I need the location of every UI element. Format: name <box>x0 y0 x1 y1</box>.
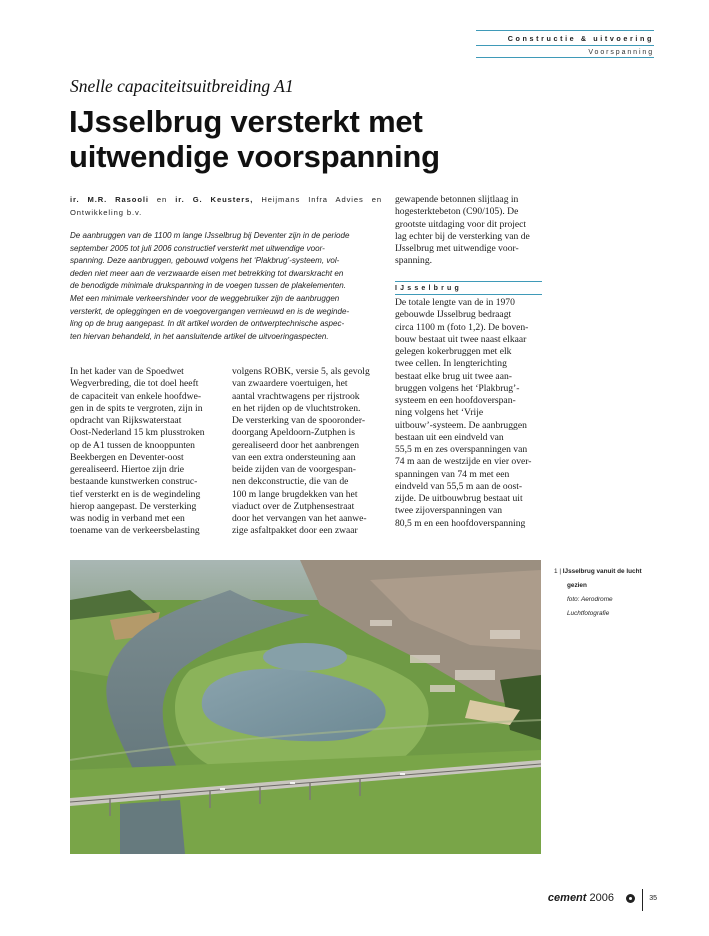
body-line: op de A1 tussen de knooppunten <box>70 439 195 451</box>
body-line: gewapende betonnen slijtlaag in <box>395 194 519 205</box>
photo-credit: Luchtfotografie <box>567 610 610 617</box>
article-kicker: Snelle capaciteitsuitbreiding A1 <box>70 76 294 96</box>
body-line: bestaat elke brug uit twee aan- <box>395 370 512 382</box>
body-line: volgens ROBK, versie 5, als gevolg <box>232 366 370 377</box>
body-line: hogesterktebeton (C90/105). De <box>395 206 519 218</box>
running-head-subsection: Voorspanning <box>588 49 654 56</box>
body-line: bestaande kunstwerken construc- <box>70 476 198 488</box>
body-line: gelegen kokerbruggen met elk <box>395 346 512 357</box>
caption-number: 1 | <box>554 568 563 575</box>
body-line: gen in de spits te vergroten, zijn in <box>70 402 203 414</box>
intro-line: september 2005 tot juli 2006 constructief versterkt met uitwendige voor- <box>70 243 325 253</box>
body-line: gerealiseerd. Hiertoe zijn drie <box>70 464 185 475</box>
body-line: bouw bestaat uit twee naast elkaar <box>395 333 527 345</box>
body-line: bestaan uit een eindveld van <box>395 431 504 443</box>
caption-title-continued: gezien <box>567 582 587 589</box>
byline <box>70 194 382 219</box>
footer-divider <box>642 889 643 911</box>
running-head <box>476 30 654 58</box>
intro-line: ten hiervan behandeld, in het aansluitende artikel de uitvoeringaspecten. <box>70 331 329 341</box>
body-line: Oost-Nederland 15 km plusstroken <box>70 427 205 439</box>
body-line: van zwaardere voertuigen, het <box>232 378 348 390</box>
journal-name <box>548 892 614 904</box>
intro-line: De aanbruggen van de 1100 m lange IJsselbrug bij Deventer zijn in de periode <box>70 231 350 240</box>
body-line: spanningen van 74 m met een <box>395 468 510 480</box>
article-title-line: IJsselbrug versterkt met <box>69 104 423 139</box>
body-line: 100 m lange brugdekken van het <box>232 488 358 500</box>
intro-line: de benodigde minimale drukspanning in de voegen tussen de plakelementen. <box>70 281 347 291</box>
body-line: systeem en een hoofdoverspan- <box>395 395 516 406</box>
body-column-1 <box>70 366 220 538</box>
body-line: hierop aangepast. De versterking <box>70 500 197 512</box>
aerial-photo <box>70 560 541 854</box>
body-line: gerealiseerd door het aanbrengen <box>232 439 360 451</box>
body-line: gebouwde IJsselbrug bedraagt <box>395 309 512 321</box>
body-line: circa 1100 m (foto 1,2). De boven- <box>395 321 529 333</box>
cement-logo-icon <box>626 894 635 903</box>
intro-line: spanning. Deze aanbruggen, gebouwd volgens het ‘Plakbrug’-systeem, vol- <box>70 256 340 266</box>
body-line: zijde. De uitbouwbrug bestaat uit <box>395 493 523 504</box>
body-line: viaduct over de Zutphensestraat <box>232 500 355 512</box>
body-line: doorgang Apeldoorn-Zutphen is <box>232 427 355 439</box>
body-line: 55,5 m en zes overspanningen van <box>395 444 528 455</box>
body-line: eindveld van 55,5 m aan de oost- <box>395 480 523 492</box>
intro-line: versterkt, de opleggingen en de voegovergangen vernieuwd en is de weginde- <box>70 306 350 316</box>
body-line: IJsselbrug met uitwendige voor- <box>395 243 519 254</box>
body-line: spanning. <box>395 255 433 267</box>
body-line: door het vervangen van het aanwe- <box>232 513 367 524</box>
article-intro <box>70 230 382 343</box>
body-line: zige asfaltpakket door een zwaar <box>232 525 358 537</box>
body-line: beide zijden van de voorgespan- <box>232 464 356 475</box>
body-column-2 <box>232 366 384 538</box>
body-line: De versterking van de spooronder- <box>232 415 366 426</box>
page-footer <box>530 889 660 911</box>
aerial-photo-image <box>70 560 541 854</box>
body-line: ning volgens het ‘Vrije <box>395 407 484 419</box>
article-title-line: uitwendige voorspanning <box>69 139 440 174</box>
body-line: nen dekconstructie, die van de <box>232 476 349 488</box>
body-line: en het rijden op de vluchtstroken. <box>232 402 361 414</box>
body-line: 80,5 m en een hoofdoverspanning <box>395 517 526 529</box>
photo-caption <box>554 565 664 621</box>
article-title <box>69 104 539 174</box>
author-affiliation: Heijmans Infra Advies en Ontwikkeling b.v. <box>70 195 382 217</box>
body-line: uitbouw’-systeem. De aanbruggen <box>395 419 527 431</box>
body-line: tief versterkt en is de wegindeling <box>70 488 201 500</box>
journal-year: 2006 <box>589 892 614 904</box>
running-head-section: Constructie & uitvoering <box>507 34 654 43</box>
body-line: opdracht van Rijkswaterstaat <box>70 415 182 426</box>
running-head-rule <box>476 57 654 58</box>
section-heading: IJsselbrug <box>395 281 542 295</box>
body-line: was nodig in verband met een <box>70 513 185 524</box>
body-line: 74 m aan de westzijde en vier over- <box>395 456 532 468</box>
body-line: van een extra ondersteuning aan <box>232 451 356 463</box>
body-line: bruggen volgens het ‘Plakbrug’- <box>395 382 520 394</box>
body-line: lag echter bij de versterking van de <box>395 230 530 242</box>
byline-conjunction: en <box>148 195 176 204</box>
body-line: de capaciteit van enkele hoofdwe- <box>70 390 202 402</box>
author-name: ir. M.R. Rasooli <box>70 195 149 204</box>
body-line: Beekbergen en Deventer-oost <box>70 451 184 463</box>
body-line: toename van de verkeersbelasting <box>70 525 200 537</box>
body-line: De totale lengte van de in 1970 <box>395 297 515 308</box>
intro-line: ling op de brug aangepast. In dit artikel worden de ontwerptechnische aspec- <box>70 319 345 329</box>
body-column-3-bottom <box>395 297 543 530</box>
caption-title: IJsselbrug vanuit de lucht <box>562 568 642 575</box>
body-line: twee cellen. In lengterichting <box>395 358 507 370</box>
body-line: twee zijoverspanningen van <box>395 505 503 517</box>
body-line: grootste uitdaging voor dit project <box>395 218 527 230</box>
body-line: aantal vrachtwagens per rijstrook <box>232 390 360 402</box>
body-line: Wegverbreding, die tot doel heeft <box>70 378 199 390</box>
page-number: 35 <box>649 895 657 902</box>
author-name: ir. G. Keusters, <box>175 195 254 204</box>
intro-line: deden niet meer aan de verzwaarde eisen met betrekking tot dwarskracht en <box>70 268 344 278</box>
intro-line: Met een minimale verkeershinder voor de weggebruiker zijn de aanbruggen <box>70 293 340 303</box>
body-column-3-top <box>395 194 543 268</box>
photo-credit: foto: Aerodrome <box>567 596 613 603</box>
body-line: In het kader van de Spoedwet <box>70 366 184 377</box>
journal-title: cement <box>547 892 587 904</box>
